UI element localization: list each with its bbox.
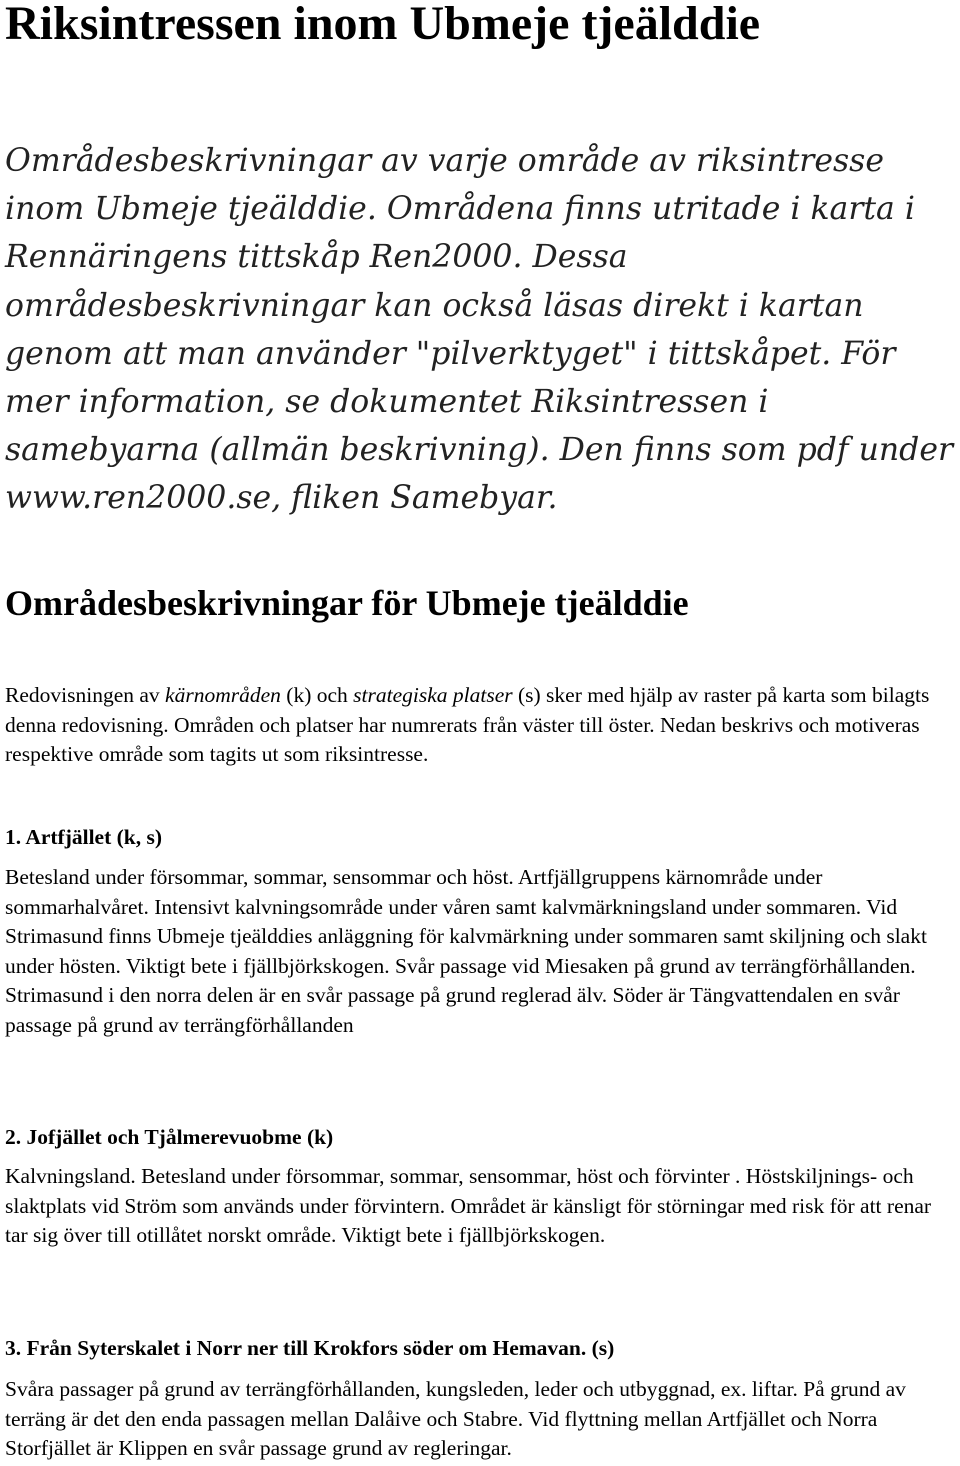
area-text-3: Svåra passager på grund av terrängförhållanden, kungsleden, leder och utbyggnad, ex. liftar. På grund av terräng är det den enda passagen mellan Dalåive och Stabre. Vid flyttning mellan Artfjället och Norra Storfjället är Klippen en svår passage grund av regleringar. [5,1377,906,1460]
intro-paragraph: Områdesbeskrivningar av varje område av riksintresse inom Ubmeje tjeälddie. Områdena finns utritade i karta i Rennäringens tittskåp Ren2000. Dessa områdesbeskrivningar kan också läsas direkt i kartan genom att man använder "pilverktyget" i tittskåpet. För mer information, se dokumentet Riksintressen i samebyarna (allmän beskrivning). Den finns som pdf under www.ren2000.se, fliken Samebyar. [5,143,954,517]
area-text-2: Kalvningsland. Betesland under försommar, sommar, sensommar, höst och förvinter . Höstskiljnings- och slaktplats vid Ström som används under förvintern. Området är känsligt för störningar med risk för att renar tar sig över till otillåtet norskt område. Viktigt bete i fjällbjörkskogen. [5,1164,932,1247]
redovisning-text-3: (s) sker med hjälp av raster på karta som bilagts denna redovisning. Områden och platser har numrerats från väster till öster. Nedan beskrivs och motiveras respektive område som tagits ut som riksintresse. [5,683,930,766]
document-title: Riksintressen inom Ubmeje tjeälddie [5,0,761,50]
redovisning-text-2: (k) och [280,683,354,707]
area-heading-2: 2. Jofjället och Tjålmerevuobme (k) [5,1125,334,1149]
term-karnomraden: kärnområden [165,683,281,707]
redovisning-text-1: Redovisningen av [5,683,166,707]
redovisning-paragraph [5,681,955,770]
area-heading-3: 3. Från Syterskalet i Norr ner till Krokfors söder om Hemavan. (s) [5,1336,615,1360]
term-strategiska-platser: strategiska platser [353,683,513,707]
area-text-1: Betesland under försommar, sommar, sensommar och höst. Artfjällgruppens kärnområde under sommarhalvåret. Intensivt kalvningsområde under våren samt kalvmärkningsland under sommaren. Vid Strimasund finns Ubmeje tjeälddies anläggning för kalvmärkning under sommaren samt skiljning och slakt under hösten. Viktigt bete i fjällbjörkskogen. Svår passage vid Miesaken på grund av terrängförhållanden. Strimasund i den norra delen är en svår passage på grund reglerad älv. Söder är Tängvattendalen en svår passage på grund av terrängförhållanden [5,865,927,1037]
area-heading-1: 1. Artfjället (k, s) [5,825,163,849]
section-heading: Områdesbeskrivningar för Ubmeje tjeälddie [5,583,689,623]
